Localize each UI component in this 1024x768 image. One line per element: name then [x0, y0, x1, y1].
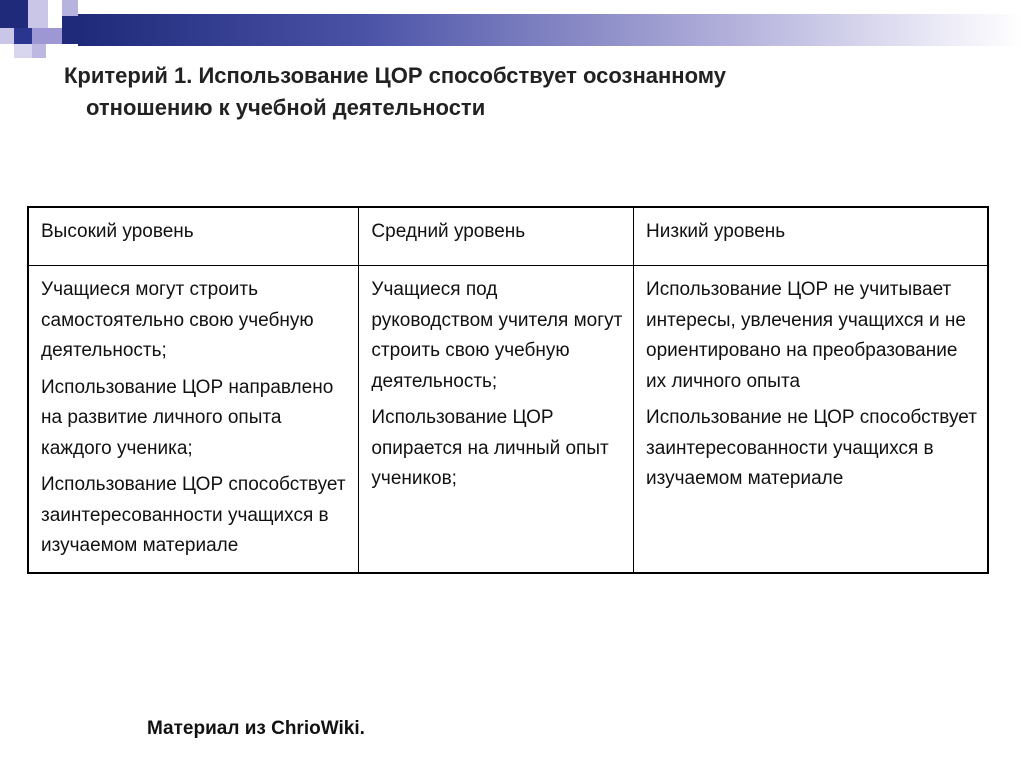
decorative-square — [0, 28, 14, 44]
header-low-level: Низкий уровень — [634, 207, 988, 266]
high-level-item: Учащиеся могут строить самостоятельно свою учебную деятельность; — [41, 279, 314, 361]
decorative-square — [32, 28, 62, 44]
low-level-item: Использование ЦОР не учитывает интересы, увлечения учащихся и не ориентировано на преобразование их личного опыта — [646, 279, 966, 392]
decorative-square — [14, 28, 32, 44]
low-level-item: Использование не ЦОР способствует заинтересованности учащихся в изучаемом материале — [646, 407, 977, 489]
cell-low-level — [634, 266, 988, 573]
cell-medium-level — [359, 266, 634, 573]
source-note: Материал из ChrioWiki. — [147, 718, 365, 739]
decorative-square — [28, 0, 48, 28]
decorative-square — [14, 44, 32, 58]
decorative-square — [0, 0, 28, 28]
decorative-square — [32, 44, 46, 58]
header-gradient-bar — [78, 14, 1024, 46]
decorative-square — [62, 16, 78, 44]
slide-title — [64, 60, 964, 124]
table-row — [28, 266, 988, 573]
decorative-square — [62, 0, 78, 16]
title-line-2: отношению к учебной деятельности — [86, 95, 486, 120]
criteria-table — [27, 206, 989, 574]
title-line-1: Критерий 1. Использование ЦОР способствует осознанному — [64, 63, 726, 88]
cell-high-level — [28, 266, 359, 573]
header-medium-level: Средний уровень — [359, 207, 634, 266]
table-header-row — [28, 207, 988, 266]
high-level-item: Использование ЦОР направлено на развитие личного опыта каждого ученика; — [41, 376, 334, 459]
high-level-item: Использование ЦОР способствует заинтересованности учащихся в изучаемом материале — [41, 474, 346, 556]
medium-level-item: Учащиеся под руководством учителя могут строить свою учебную деятельность; — [371, 279, 623, 392]
decorative-square — [48, 0, 62, 28]
header-high-level: Высокий уровень — [28, 207, 359, 266]
medium-level-item: Использование ЦОР опирается на личный опыт учеников; — [371, 407, 609, 489]
